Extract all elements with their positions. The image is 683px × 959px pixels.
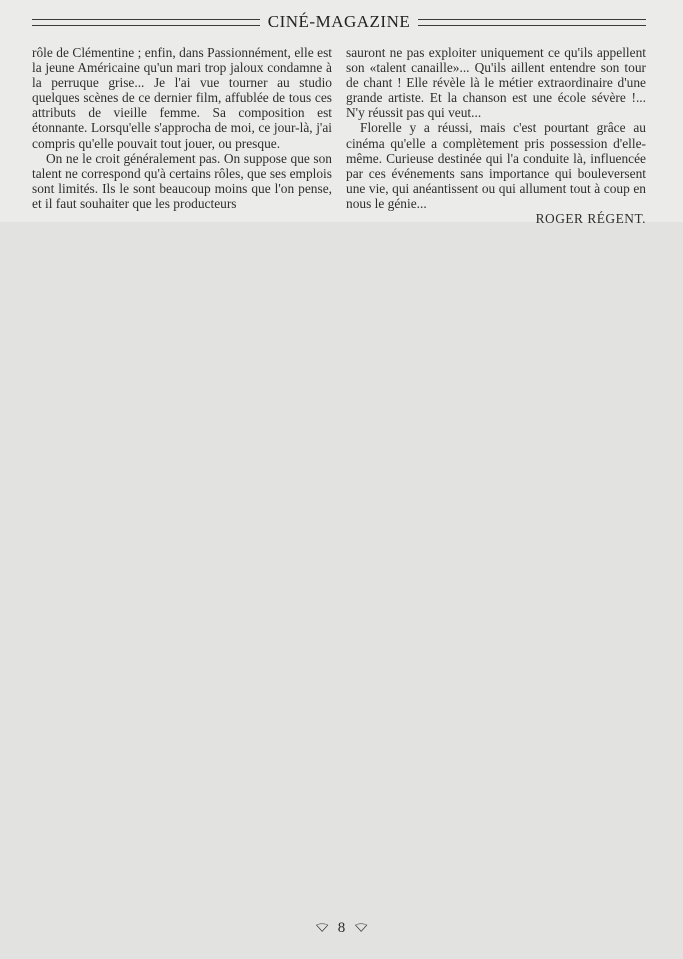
magazine-title: CINÉ-MAGAZINE — [267, 12, 411, 31]
page-number: 8 — [337, 920, 346, 936]
article-column-right — [346, 45, 646, 226]
article-column-left — [32, 45, 332, 211]
paragraph-right-2 — [346, 120, 646, 211]
paragraph-text: sauront ne pas exploiter uniquement ce qu'ils appellent son «talent canaille»... Qu'ils aillent entendre son tour de chant ! Elle révèle là le métier extraordinaire d'une grande artiste. Et la chanson est une école sévère !... N'y réussit pas qui veut... — [346, 45, 646, 121]
author-signature: ROGER RÉGENT. — [535, 211, 646, 227]
paragraph-left-2 — [32, 151, 332, 211]
page-header — [32, 9, 646, 35]
paragraph-left-1 — [32, 45, 332, 151]
ornament-left-icon: ⌔ — [312, 920, 332, 935]
page-footer — [0, 920, 683, 937]
paragraph-text: Florelle y a réussi, mais c'est pourtant grâce au cinéma qu'elle a complètement pris possession d'elle-même. Curieuse destinée qui l'a conduite là, influencée par ces événements sans importance qui bouleversent une vie, qui anéantissent ou qui allument tout à coup en nous le génie... — [346, 120, 646, 211]
header-rule-left — [32, 19, 260, 26]
paragraph-text: On ne le croit généralement pas. On suppose que son talent ne correspond qu'à certains rôles, que ses emplois sont limités. Ils le sont beaucoup moins que l'on pense, et il faut souhaiter que les producteurs — [32, 150, 332, 211]
header-rule-right — [418, 19, 646, 26]
paragraph-right-1 — [346, 45, 646, 120]
ornament-right-icon: ⌔ — [351, 920, 371, 935]
paragraph-text: rôle de Clémentine ; enfin, dans Passionnément, elle est la jeune Américaine qu'un mari trop jaloux condamne à la perruque grise... Je l'ai vue tourner au studio quelques scènes de ce dernier film, affublée de tous ces attributs de vieille femme. Sa composition est étonnante. Lorsqu'elle s'approcha de moi, ce jour-là, j'ai compris qu'elle pouvait tout jouer, ou presque. — [32, 45, 332, 151]
